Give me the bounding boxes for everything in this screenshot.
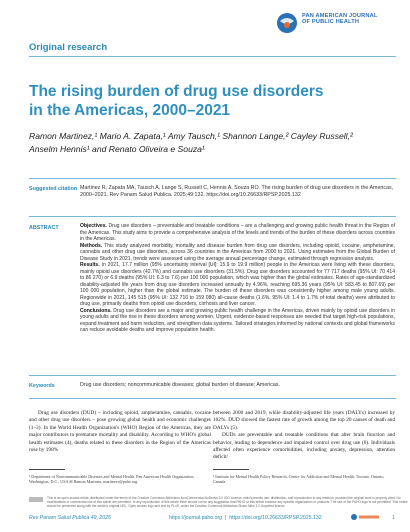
journal-logo [276,10,396,38]
footer-journal: Rev Panam Salud Publica 49, 2025 [29,515,111,521]
license-text: This is an open access article distributed under the terms of the Creative Commons Attribution-NonCommercial-NoDerivs 3.0 IGO License, which permits use, distribution, and reproduction in any medium, provided the original work is properly cited. No modifications or commercial use of this article are permitted. In any reproduction of this article there should not be any suggestion that PAHO or this article endorse any specific organization or products. The use of the PAHO logo is not permitted. This notice should be preserved along with the article's original URL. Open access logo and text by PLoS, under the Creative Commons Attribution-Share Alike 3.0 Unported license. [47,496,408,508]
page-number: 1 [392,515,395,521]
citation-divider [29,216,396,217]
author-list: Ramon Martinez,¹ Mario A. Zapata,¹ Amy Tausch,¹ Shannon Lange,² Cayley Russell,² Anselm Hennis¹ and Renato Oliveira e Souza¹ [29,131,353,154]
citation-label: Suggested citation [29,186,78,192]
paho-footer-logo-icon [351,513,381,521]
objectives-text: Drug use disorders – preventable and treatable conditions – are a challenging and growing public health threat in the Region of the Americas. This study aims to provide a comprehensive analysis of the levels and trends of the burden of these disorders across countries in the Americas. [80,223,395,242]
keywords-label: Keywords [29,383,55,389]
article-page: PAN AMERICAN JOURNAL OF PUBLIC HEALTH Original research The rising burden of drug use disorders in the Americas, 2000–2021 Ramon Martinez,¹ Mario A. Zapata,¹ Amy Tausch,¹ Shannon Lange,² Cayley Russell,² Anselm Hennis¹ and Renato Oliveira e Souza¹ Suggested citation Martinez R, Zapata MA, Tausch A, Lange S, Russell C, Hennis A, Souza RO. The rising burden of drug use disorders in the Americas, 2000–2021. Rev Panam Salud Publica. 2025;49:132. https://doi.org/10.26633/RPSP.2025.132 ABSTRACT Objectives. Drug use disorders – preventable and treatable conditions – are a challenging and growing public health threat in the Region of the Americas. This study aims to provide a comprehensive analysis of the levels and trends of the burden of these disorders across countries in the Americas. Methods. This study analyzed morbidity, mortality and disease burden from drug use disorders, including opioid, cocaine, amphetamine, cannabis and other drug use disorders, across 36 countries in the Americas from 2000 to 2021. Using estimates from the Global Burden of Disease Study in 2021, trends were assessed using the average annual percentage change, estimated through regression analysis. Results. In 2021, 17.7 million (95% uncertainty interval [UI]: 15.9 to 19.9 million) people in the Americas were living with these disorders, mainly opioid use disorders (42.7%) and cannabis use disorders (31.5%). Drug use disorders accounted for 77 717 deaths (95% UI: 70 414 to 86 270) or 6.9 deaths (95% UI: 6.3 to 7.6) per 100 000 population, which was higher than the global estimates. Rates of age-standardized disability-adjusted life years from drug use disorders increased annually by 4.96%, reaching 695.36 years (95% UI: 583.45 to 807.69) per 100 000 population, higher than the global estimate. The burden of these disorders was consistently higher among male young adults. Regionwide in 2021, 145 515 (95% UI: 132 710 to 159 080) all-cause deaths (1.6%, 95% UI: 1.4 to 1.7% of total deaths) were attributed to drug use, primarily deaths from opioid use disorders, cirrhosis and liver cancer. Conclusions. Drug use disorders are a major and growing public health challenge in the Americas, driven mainly by opioid use disorders in young adults and the rise in these disorders among women. Urgent, evidence-based responses are needed that target high-risk populations, expand treatment and harm reduction, and strengthen data systems. Tailored strategies informed by national contexts and global frameworks can reduce avoidable deaths and improve population health. Keywords Drug use disorders; noncommunicable diseases; global burden of disease; Americas. Drug use disorders (DUD) – including opioid, amphetamine, cannabis, cocaine and other drug use disorders – pose growing global health and economic challenges (1–3). In the World Health Organization's (WHO) Region of the Americas, they are major contributors to premature mortality and disability. According to WHO's global health estimates (4), deaths related to these disorders in the Region of the Americas rose by 198% between 2000 and 2019, while disability-adjusted life years (DALYs) increased by 102%. DUD showed the fastest rate of growth among the top 20 causes of death and DALYs (5). DUDs are preventable and treatable conditions that alter brain function and behavior, leading to dependence and impaired control over drug use (6). Individuals affected often experience comorbidities, including anxiety, depression, attention deficit/ ¹ Department of Noncommunicable Diseases and Mental Health, Pan American Health Organization, Washington, D.C., USA ✉ Ramon Martinez, martinezr@paho.org ² Institute for Mental Health Policy Research, Centre for Addiction and Mental Health, Toronto, Ontario, Canada This is an open access article distributed under the terms of the Creative Commons Attribution-NonCommercial-NoDerivs 3.0 IGO License, which permits use, distribution, and reproduction in any medium, provided the original work is properly cited. No modifications or commercial use of this article are permitted. In any reproduction of this article there should not be any suggestion that PAHO or this article endorse any specific organization or products. The use of the PAHO logo is not permitted. This notice should be preserved along with the article's original URL. Open access logo and text by PLoS, under the Creative Commons Attribution-Share Alike 3.0 Unported license. Rev Panam Salud Publica 49, 2025 https://journal.paho.org | https://doi.org/10.26633/RPSP.2025.132 1 [0,0,410,532]
affiliation-footnote-1: ¹ Department of Noncommunicable Diseases and Mental Health, Pan American Health Organization, Washington, D.C., USA ✉ Ramon Martinez, martinezr@paho.org [29,474,195,485]
logo-line-2: OF PUBLIC HEALTH [302,19,360,26]
logo-line-1: PAN AMERICAN JOURNAL [302,13,378,19]
conclusions-text: Drug use disorders are a major and growing public health challenge in the Americas, driven mainly by opioid use disorders in young adults and the rise in these disorders among women. Urgent, evidence-based responses are needed that target high-risk populations, expand treatment and harm reduction, and strengthen data systems. Tailored strategies informed by national contexts and global frameworks can reduce avoidable deaths and improve population health. [80,307,395,333]
footnote-rule-right [213,469,249,470]
abstract-body [80,223,395,334]
keywords-divider [29,398,396,399]
keywords-text: Drug use disorders; noncommunicable diseases; global burden of disease; Americas. [80,382,280,388]
footer-url-link[interactable]: https://journal.paho.org [169,515,223,521]
conclusions-heading: Conclusions. [80,307,112,314]
footnote-rule-left [29,469,65,470]
results-text: In 2021, 17.7 million (95% uncertainty interval [UI]: 15.9 to 19.9 million) people in the Americas were living with these disorders, mainly opioid use disorders (42.7%) and cannabis use disorders (31.5%). Drug use disorders accounted for 77 717 deaths (95% UI: 70 414 to 86 270) or 6.9 deaths (95% UI: 6.3 to 7.6) per 100 000 population, which was higher than the global estimates. Rates of age-standardized disability-adjusted life years from drug use disorders increased annually by 4.96%, reaching 695.36 years (95% UI: 583.45 to 807.69) per 100 000 population, higher than the global estimate. The burden of these disorders was consistently higher among male young adults. Regionwide in 2021, 145 515 (95% UI: 132 710 to 159 080) all-cause deaths (1.6%, 95% UI: 1.4 to 1.7% of total deaths) were attributed to drug use, primarily deaths from opioid use disorders, cirrhosis and liver cancer. [80,262,395,307]
section-divider [29,56,396,57]
body-paragraph: between 2000 and 2019, while disability-adjusted life years (DALYs) increased by 102%. DUD showed the fastest rate of growth among the top 20 causes of death and DALYs (5). [213,410,395,431]
footer-doi-link[interactable]: https://doi.org/10.26633/RPSP.2025.132 [229,515,322,521]
methods-text: This study analyzed morbidity, mortality and disease burden from drug use disorders, including opioid, cocaine, amphetamine, cannabis and other drug use disorders, across 36 countries in the Americas from 2000 to 2021. Using estimates from the Global Burden of Disease Study in 2021, trends were assessed using the average annual percentage change, estimated through regression analysis. [80,242,396,262]
body-paragraph: DUDs are preventable and treatable conditions that alter brain function and behavior, leading to dependence and impaired control over drug use (6). Individuals affected often experience comorbidities, including anxiety, depression, attention deficit/ [213,432,395,461]
objectives-heading: Objectives. [80,223,107,229]
body-column-right [213,410,395,462]
affiliation-footnote-2: ² Institute for Mental Health Policy Research, Centre for Addiction and Mental Health, Toronto, Ontario, Canada [213,474,385,485]
abstract-methods [80,243,395,263]
abstract-label: ABSTRACT [29,225,59,231]
body-column-left [29,410,211,454]
abstract-conclusions [80,308,395,334]
methods-heading: Methods. [80,242,103,249]
header-divider [29,178,396,179]
abstract-objectives [80,223,395,243]
body-paragraph: Drug use disorders (DUD) – including opioid, amphetamine, cannabis, cocaine and other drug use disorders – pose growing global health and economic challenges (1–3). In the World Health Organization's (WHO) Region of the Americas, they are major contributors to premature mortality and disability. According to WHO's global health estimates (4), deaths related to these disorders in the Region of the Americas rose by 198% [29,410,211,454]
results-heading: Results. [80,262,100,268]
abstract-divider [29,375,396,376]
section-label: Original research [29,42,108,53]
citation-text: Martinez R, Zapata MA, Tausch A, Lange S, Russell C, Hennis A, Souza RO. The rising burden of drug use disorders in the Americas, 2000–2021. Rev Panam Salud Publica. 2025;49:132. https://doi.org/10.26633/RPSP.2025.132 [80,185,394,198]
abstract-results [80,262,395,308]
paho-globe-icon [276,12,298,34]
article-title: The rising burden of drug use disorders in the Americas, 2000–2021 [29,83,324,119]
